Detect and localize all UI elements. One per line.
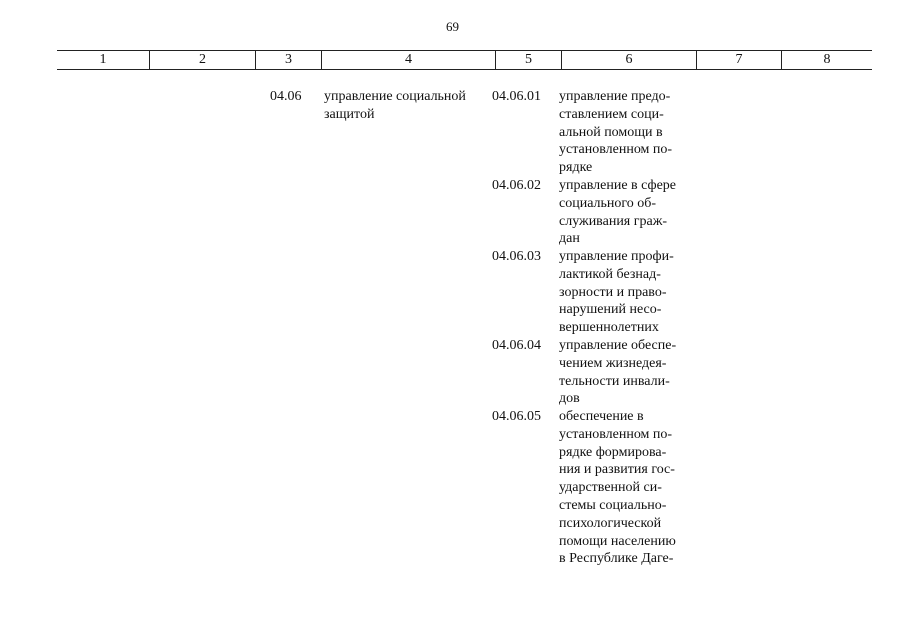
column-header-4: 4 — [321, 51, 495, 69]
column-header-row — [57, 50, 872, 70]
section-code: 04.06 — [270, 89, 302, 104]
item-line: зорности и право- — [559, 284, 667, 300]
section-title-line: управление социальной — [324, 89, 466, 104]
item-line: вершеннолетних — [559, 320, 659, 336]
item-description — [559, 88, 699, 177]
section-title-line: защитой — [324, 106, 375, 122]
item-line: управление предо- — [559, 89, 671, 104]
item-description — [559, 248, 699, 337]
section-title — [324, 88, 489, 124]
item-line: управление обеспе- — [559, 338, 677, 353]
item-line: нарушений несо- — [559, 302, 662, 318]
column-header-5: 5 — [495, 51, 561, 69]
item-line: лактикой безнад- — [559, 266, 661, 282]
column-header-6: 6 — [561, 51, 696, 69]
item-line: ударственной си- — [559, 480, 662, 496]
column-header-8: 8 — [781, 51, 872, 69]
item-line: установленном по- — [559, 142, 673, 158]
item-description — [559, 177, 699, 248]
item-line: социального об- — [559, 195, 657, 211]
item-line: обеспечение в — [559, 409, 644, 424]
item-line: ставлением соци- — [559, 106, 664, 122]
item-line: тельности инвали- — [559, 373, 670, 389]
item-description — [559, 337, 699, 408]
item-description — [559, 408, 699, 568]
column-header-3: 3 — [255, 51, 321, 69]
column-header-2: 2 — [149, 51, 255, 69]
page-number: 69 — [446, 19, 459, 34]
item-line: альной помощи в — [559, 124, 663, 140]
item-line: рядке формирова- — [559, 444, 667, 460]
item-line: стемы социально- — [559, 497, 667, 513]
column-header-1: 1 — [99, 52, 107, 67]
item-line: установленном по- — [559, 426, 673, 442]
item-code: 04.06.01 — [492, 89, 541, 104]
item-line: управление в сфере — [559, 178, 677, 193]
column-header-7: 7 — [696, 51, 781, 69]
item-code: 04.06.04 — [492, 338, 541, 353]
item-line: управление профи- — [559, 249, 674, 264]
item-code: 04.06.02 — [492, 178, 541, 193]
item-line: ния и развития гос- — [559, 462, 675, 478]
item-line: дан — [559, 231, 580, 247]
item-line: в Республике Даге- — [559, 551, 674, 567]
item-line: дов — [559, 391, 580, 407]
item-code: 04.06.05 — [492, 409, 541, 424]
item-line: рядке — [559, 160, 593, 176]
item-code: 04.06.03 — [492, 249, 541, 264]
item-line: помощи населению — [559, 533, 676, 549]
item-line: чением жизнедея- — [559, 355, 667, 371]
item-line: служивания граж- — [559, 213, 668, 229]
item-line: психологической — [559, 515, 662, 531]
